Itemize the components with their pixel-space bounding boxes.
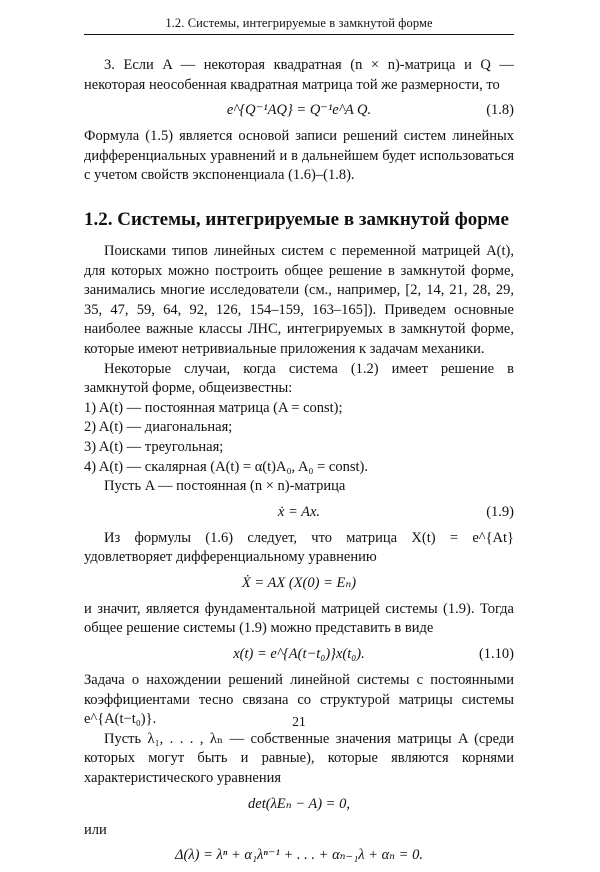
equation-matrix-ode-formula: Ẋ = AX (X(0) = Eₙ) xyxy=(241,574,357,591)
section-title: 1.2. Системы, интегрируемые в замкнутой форме xyxy=(84,208,509,230)
equation-characteristic xyxy=(84,793,514,815)
running-head: 1.2. Системы, интегрируемые в замкнутой форме xyxy=(165,16,433,30)
equation-1-10-formula: x(t) = e^{A(t−t₀)}x(t₀). xyxy=(233,646,365,663)
list-item: 2) A(t) — диагональная; xyxy=(84,419,233,436)
paragraph-7: и значит, является фундаментальной матрицей системы (1.9). Тогда общее решение системы (1.9) можно представить в виде xyxy=(84,600,514,637)
paragraph-3: Поисками типов линейных систем с переменной матрицей A(t), для которых можно построить общее решение в замкнутой форме, занимались многие исследователи (см., например, [2, 14, 21, 28, 29, 35, 47, 59, 64, 92, 126, 154–159, 163–165]). Приведем основные наиболее важные классы ЛНС, интегрируемых в замкнутой форме, которые имеют нетривиальные приложения к задачам механики. xyxy=(84,242,514,357)
text-body xyxy=(84,46,514,872)
equation-1-9-number: (1.9) xyxy=(486,503,514,520)
header-rule xyxy=(84,34,514,35)
paragraph-6: Из формулы (1.6) следует, что матрица X(t) = e^{At} удовлетворяет дифференциальному уравнению xyxy=(84,529,514,566)
paragraph-10: или xyxy=(84,821,107,838)
equation-polynomial xyxy=(84,844,514,866)
paragraph-1: 3. Если A — некоторая квадратная (n × n)-матрица и Q — некоторая неособенная квадратная матрица той же размерности, то xyxy=(84,57,514,93)
equation-characteristic-formula: det(λEₙ − A) = 0, xyxy=(248,795,350,812)
equation-1-10-number: (1.10) xyxy=(478,646,514,663)
paragraph-8: Задача о нахождении решений линейной системы с постоянными коэффициентами тесно связана со структурой матрицы системы e^{A(t−t₀)}. xyxy=(84,672,514,728)
equation-1-8-formula: e^{Q⁻¹AQ} = Q⁻¹e^A Q. xyxy=(226,102,372,119)
equation-matrix-ode xyxy=(84,572,514,594)
equation-1-9-formula: ẋ = Ax. xyxy=(277,503,321,520)
paragraph-2: Формула (1.5) является основой записи решений систем линейных дифференциальных уравнений и в дальнейшем будет использоваться с учетом свойств экспоненциала (1.6)–(1.8). xyxy=(84,128,514,184)
equation-1-9 xyxy=(84,501,514,523)
equation-1-10 xyxy=(84,643,514,665)
list-item: 4) A(t) — скалярная (A(t) = α(t)A₀, A₀ = const). xyxy=(84,458,368,475)
paragraph-9: Пусть λ₁, . . . , λₙ — собственные значения матрицы A (среди которых могут быть и равные), которые являются корнями характеристического уравнения xyxy=(84,730,514,787)
equation-1-8 xyxy=(84,99,514,121)
list-item: 3) A(t) — треугольная; xyxy=(84,438,224,455)
equation-1-8-number: (1.8) xyxy=(486,102,514,119)
page-number: 21 xyxy=(292,714,306,729)
list-item: 1) A(t) — постоянная матрица (A = const); xyxy=(84,399,343,416)
paragraph-5: Пусть A — постоянная (n × n)-матрица xyxy=(104,478,346,495)
equation-polynomial-formula: Δ(λ) = λⁿ + α₁λⁿ⁻¹ + . . . + αₙ₋₁λ + αₙ = 0. xyxy=(175,847,423,864)
paragraph-4: Некоторые случаи, когда система (1.2) имеет решение в замкнутой форме, общеизвестны: xyxy=(84,360,514,397)
